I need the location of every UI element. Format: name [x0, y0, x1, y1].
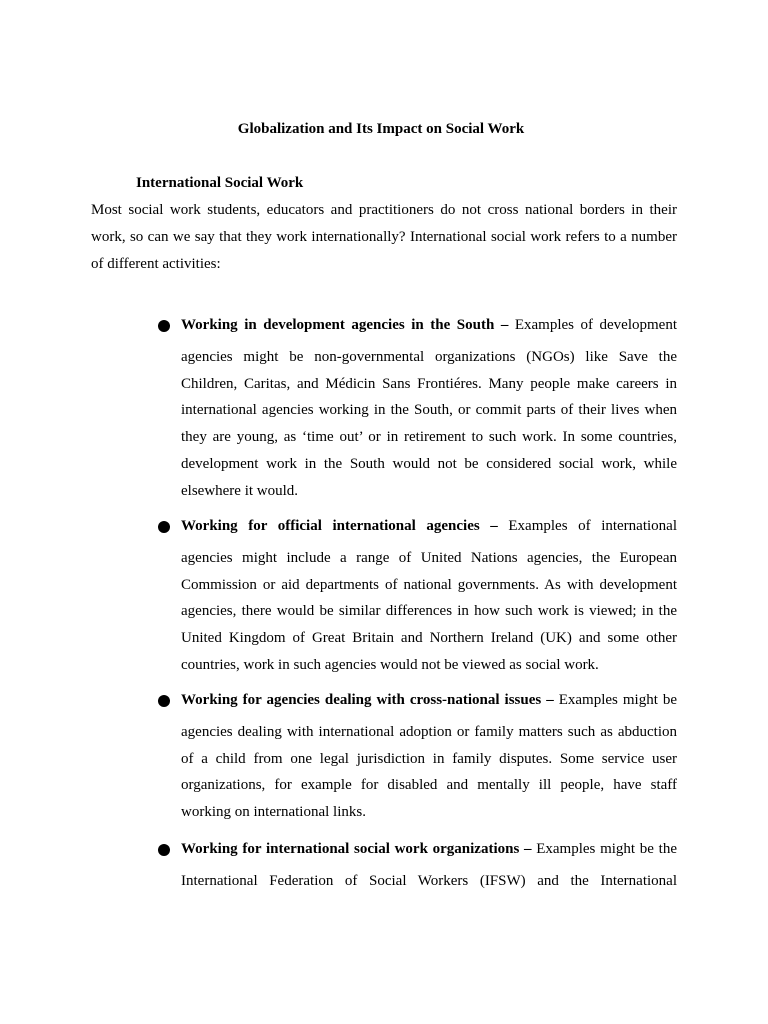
bullet-lead-line — [181, 313, 677, 337]
bullet-body: International Federation of Social Workers (IFSW) and the International — [181, 873, 677, 889]
bullet-lead-line — [181, 688, 677, 712]
bullet-lead-line — [181, 837, 677, 861]
bullet-lead-text: Examples might be the — [531, 841, 678, 857]
section-heading: International Social Work — [136, 175, 304, 191]
intro-paragraph: Most social work students, educators and practitioners do not cross national borders in their work, so can we say that they work internationally? International social work refers to a number of different activities: — [91, 202, 677, 272]
bullet-body: agencies dealing with international adoption or family matters such as abduction of a child from one legal jurisdiction in family disputes. Some service user organizations, for example for disabled and mentally ill people, have staff working on international links. — [181, 724, 677, 821]
bullet-lead-text: Examples might be — [553, 692, 678, 708]
bullet-body: agencies might include a range of United Nations agencies, the European Commission or aid departments of national governments. As with development agencies, there would be similar differences in how such work is viewed; in the United Kingdom of Great Britain and Northern Ireland (UK) and some other countries, work in such agencies would not be viewed as social work. — [181, 550, 677, 673]
bullet-heading: Working in development agencies in the South – — [181, 317, 509, 333]
document-title: Globalization and Its Impact on Social Work — [237, 121, 525, 137]
bullet-body: agencies might be non-governmental organizations (NGOs) like Save the Children, Caritas, and Médicin Sans Frontiéres. Many people make careers in international agencies working in the South, or commit parts of their lives when they are young, as ‘time out’ or in retirement to such work. In some countries, development work in the South would not be considered social work, while elsewhere it would. — [181, 349, 677, 499]
bullet-lead-text: Examples of development — [508, 317, 678, 333]
bullet-icon — [158, 695, 170, 707]
bullet-heading: Working for international social work organizations – — [181, 841, 532, 857]
bullet-icon — [158, 844, 170, 856]
bullet-icon — [158, 320, 170, 332]
bullet-icon — [158, 521, 170, 533]
bullet-lead-text: Examples of international — [497, 518, 677, 534]
bullet-heading: Working for official international agencies – — [181, 518, 498, 534]
bullet-lead-line — [181, 514, 677, 538]
bullet-heading: Working for agencies dealing with cross-national issues – — [181, 692, 554, 708]
